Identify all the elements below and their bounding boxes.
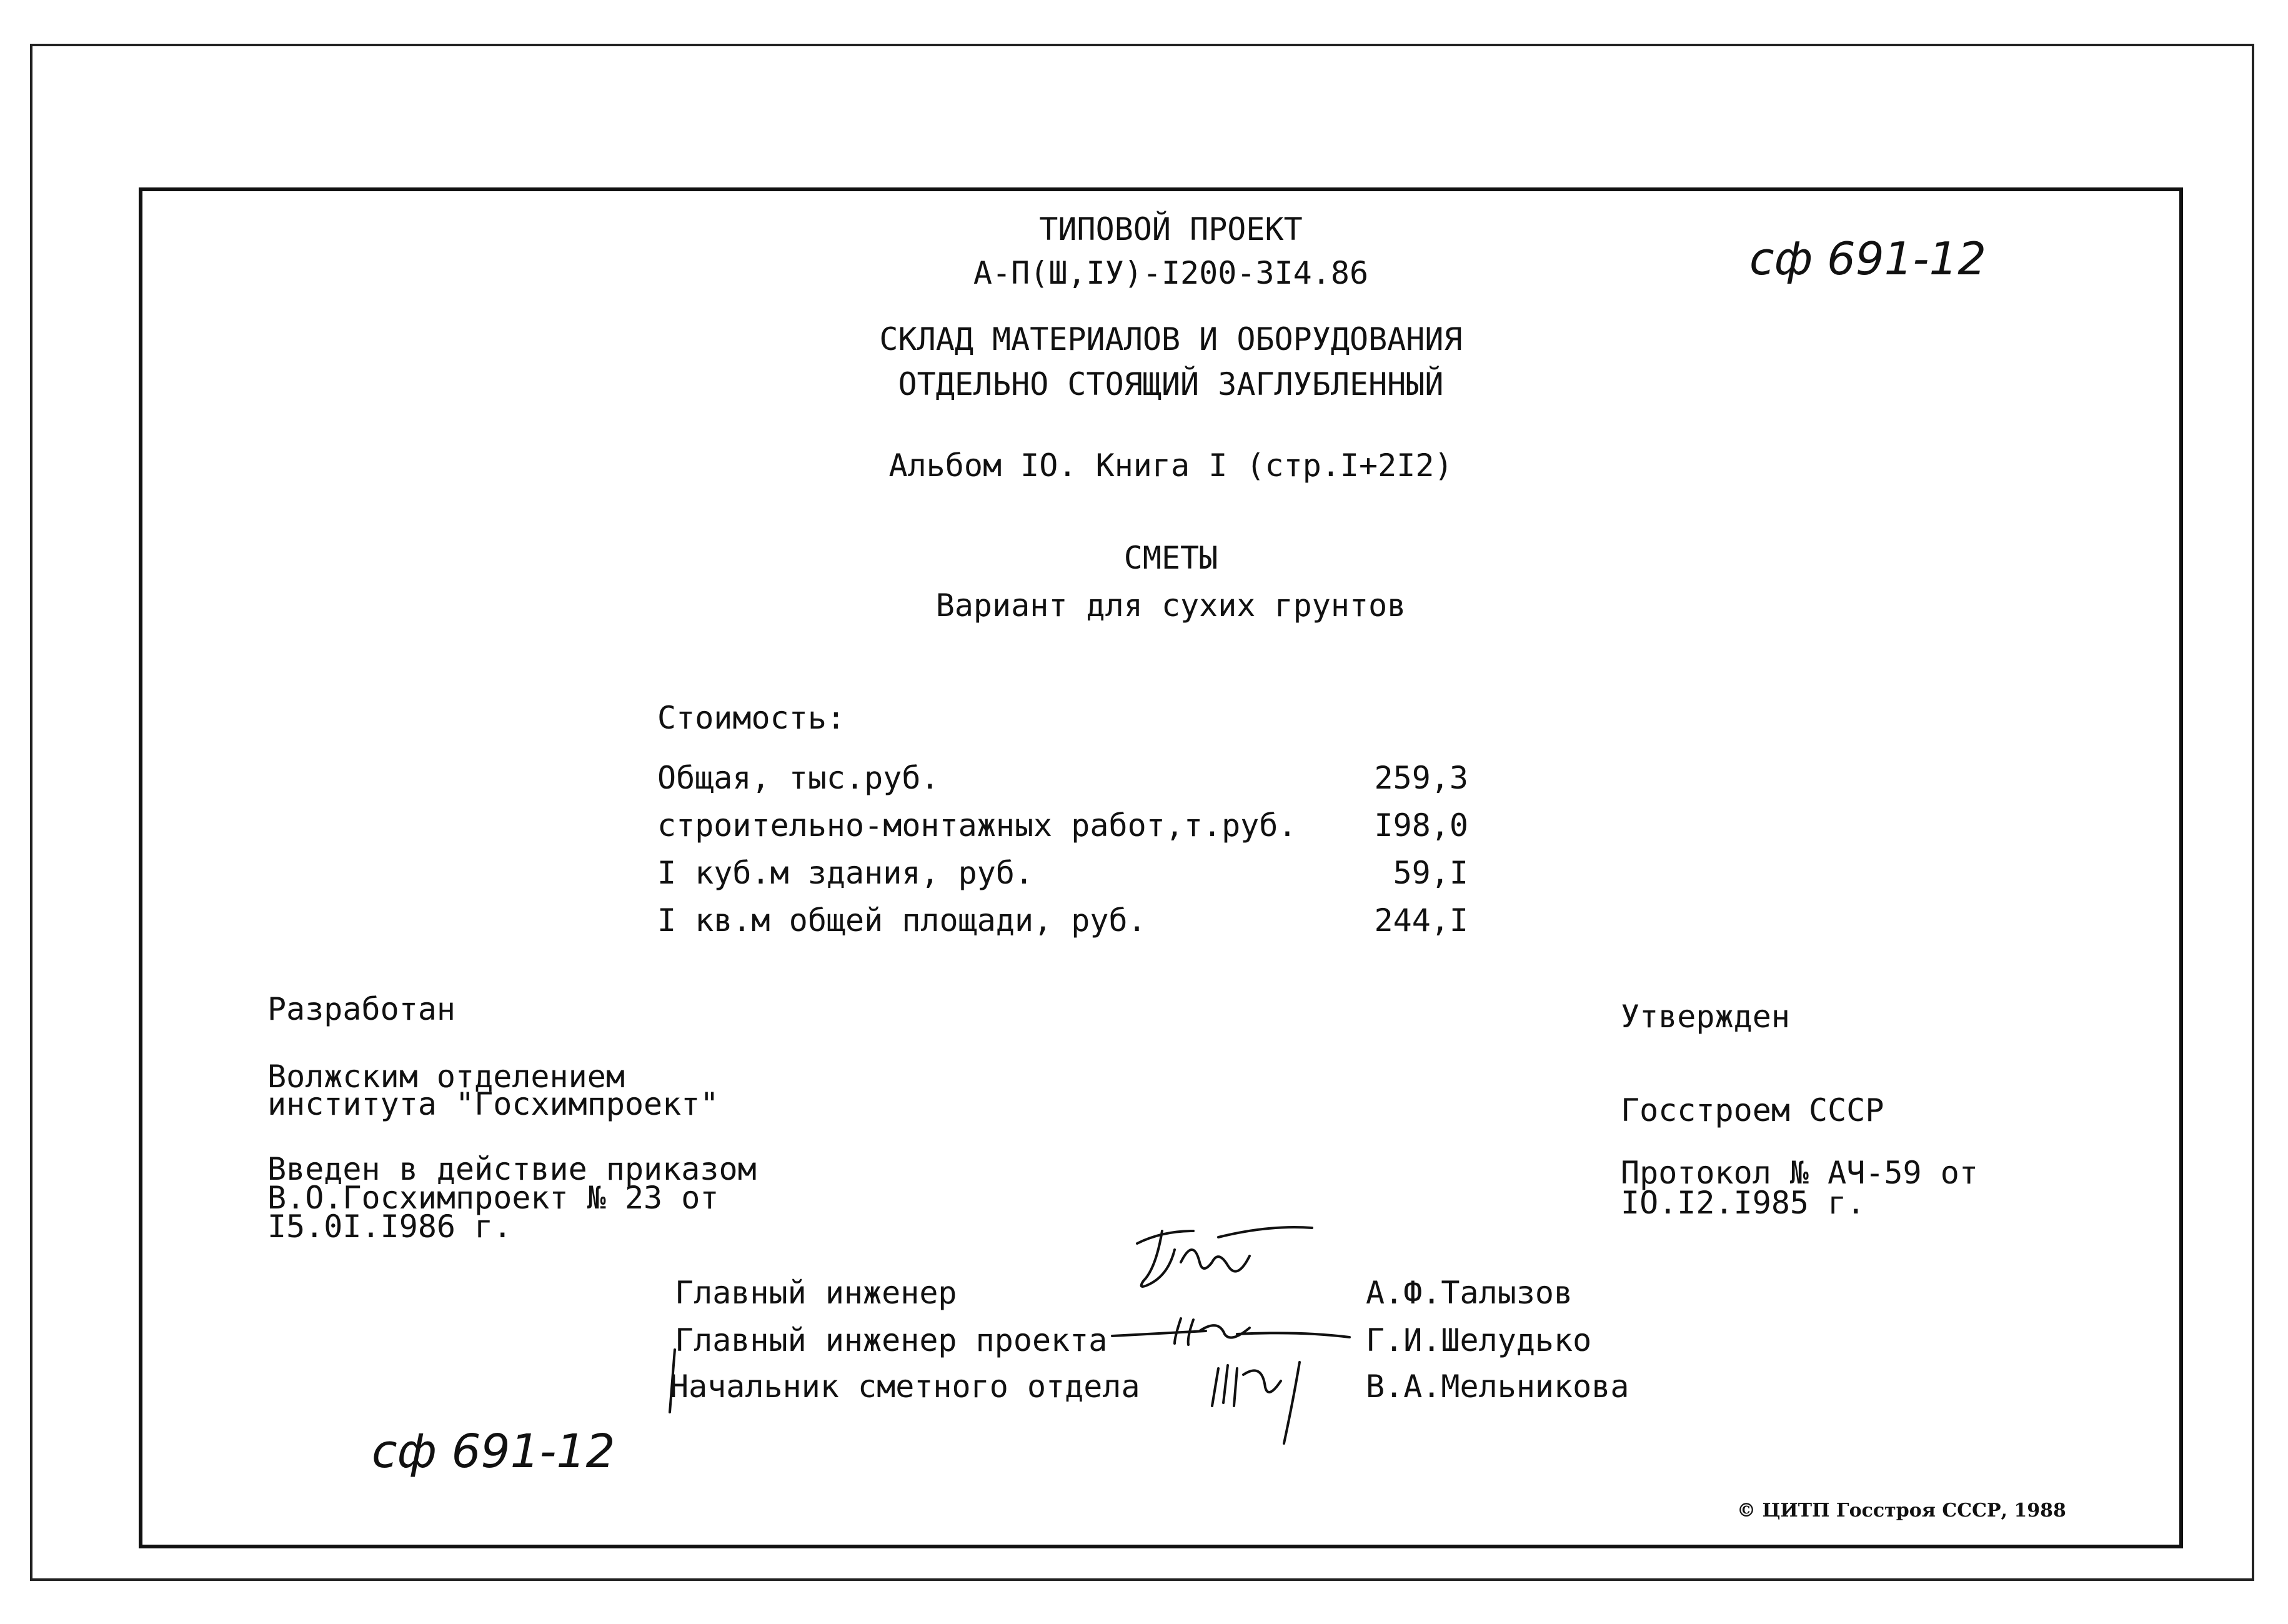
signature-estimate-head-icon <box>1206 1350 1331 1450</box>
protocol-line2: IO.I2.I985 г. <box>1621 1185 1866 1221</box>
stamp-bottom: сф 691-12 <box>372 1425 615 1478</box>
signature-chief-engineer-icon <box>1125 1212 1325 1300</box>
signature-name-chief-project-engineer: Г.И.Шелудько <box>1366 1322 1592 1358</box>
cost-value-per-cubic: 59,I <box>1393 855 1468 891</box>
cost-value-per-square: 244,I <box>1374 902 1468 939</box>
album-info: Альбом IO. Книга I (стр.I+2I2) <box>888 447 1453 484</box>
project-title-line2: ОТДЕЛЬНО СТОЯЩИЙ ЗАГЛУБЛЕННЫЙ <box>898 366 1444 402</box>
developed-org-line1: Волжским отделением <box>267 1059 625 1095</box>
cost-value-total: 259,3 <box>1374 760 1468 796</box>
order-line3: I5.0I.I986 г. <box>267 1208 512 1245</box>
cost-label-total: Общая, тыс.руб. <box>657 760 940 796</box>
signature-role-chief-engineer: Главный инженер <box>675 1275 957 1311</box>
signature-name-chief-engineer: А.Ф.Талызов <box>1366 1275 1573 1311</box>
cost-label-per-square: I кв.м общей площади, руб. <box>657 902 1146 939</box>
project-title-line1: СКЛАД МАТЕРИАЛОВ И ОБОРУДОВАНИЯ <box>879 321 1463 357</box>
protocol-line1: Протокол № АЧ-59 от <box>1621 1155 1978 1191</box>
approved-heading: Утвержден <box>1621 999 1790 1035</box>
signature-name-estimate-head: В.А.Мельникова <box>1366 1368 1629 1405</box>
variant-subtitle: Вариант для сухих грунтов <box>935 587 1406 624</box>
stamp-top: сф 691-12 <box>1749 232 1987 285</box>
developed-org-line2: института "Госхимпроект" <box>267 1086 719 1122</box>
cost-label-construction: строительно-монтажных работ,т.руб. <box>657 807 1297 844</box>
order-line2: В.О.Госхимпроект № 23 от <box>267 1180 719 1216</box>
cost-label-per-cubic: I куб.м здания, руб. <box>657 855 1034 891</box>
cost-heading: Стоимость: <box>657 700 846 736</box>
order-line1: Введен в действие приказом <box>267 1151 757 1187</box>
developed-heading: Разработан <box>267 991 456 1027</box>
project-type: ТИПОВОЙ ПРОЕКТ <box>1039 211 1303 247</box>
copyright-notice: © ЦИТП Госстроя СССР, 1988 <box>1737 1500 2066 1522</box>
signature-role-chief-project-engineer: Главный инженер проекта <box>675 1322 1108 1358</box>
signature-role-estimate-head: Начальник сметного отдела <box>670 1368 1140 1405</box>
cost-value-construction: I98,0 <box>1374 807 1468 844</box>
section-title: СМЕТЫ <box>1123 540 1218 576</box>
signature-chief-project-engineer-icon <box>1112 1306 1362 1350</box>
approved-org: Госстроем СССР <box>1621 1092 1884 1128</box>
project-code: А-П(Ш,IУ)-I200-3I4.86 <box>973 255 1369 291</box>
margin-mark-icon <box>656 1343 681 1418</box>
